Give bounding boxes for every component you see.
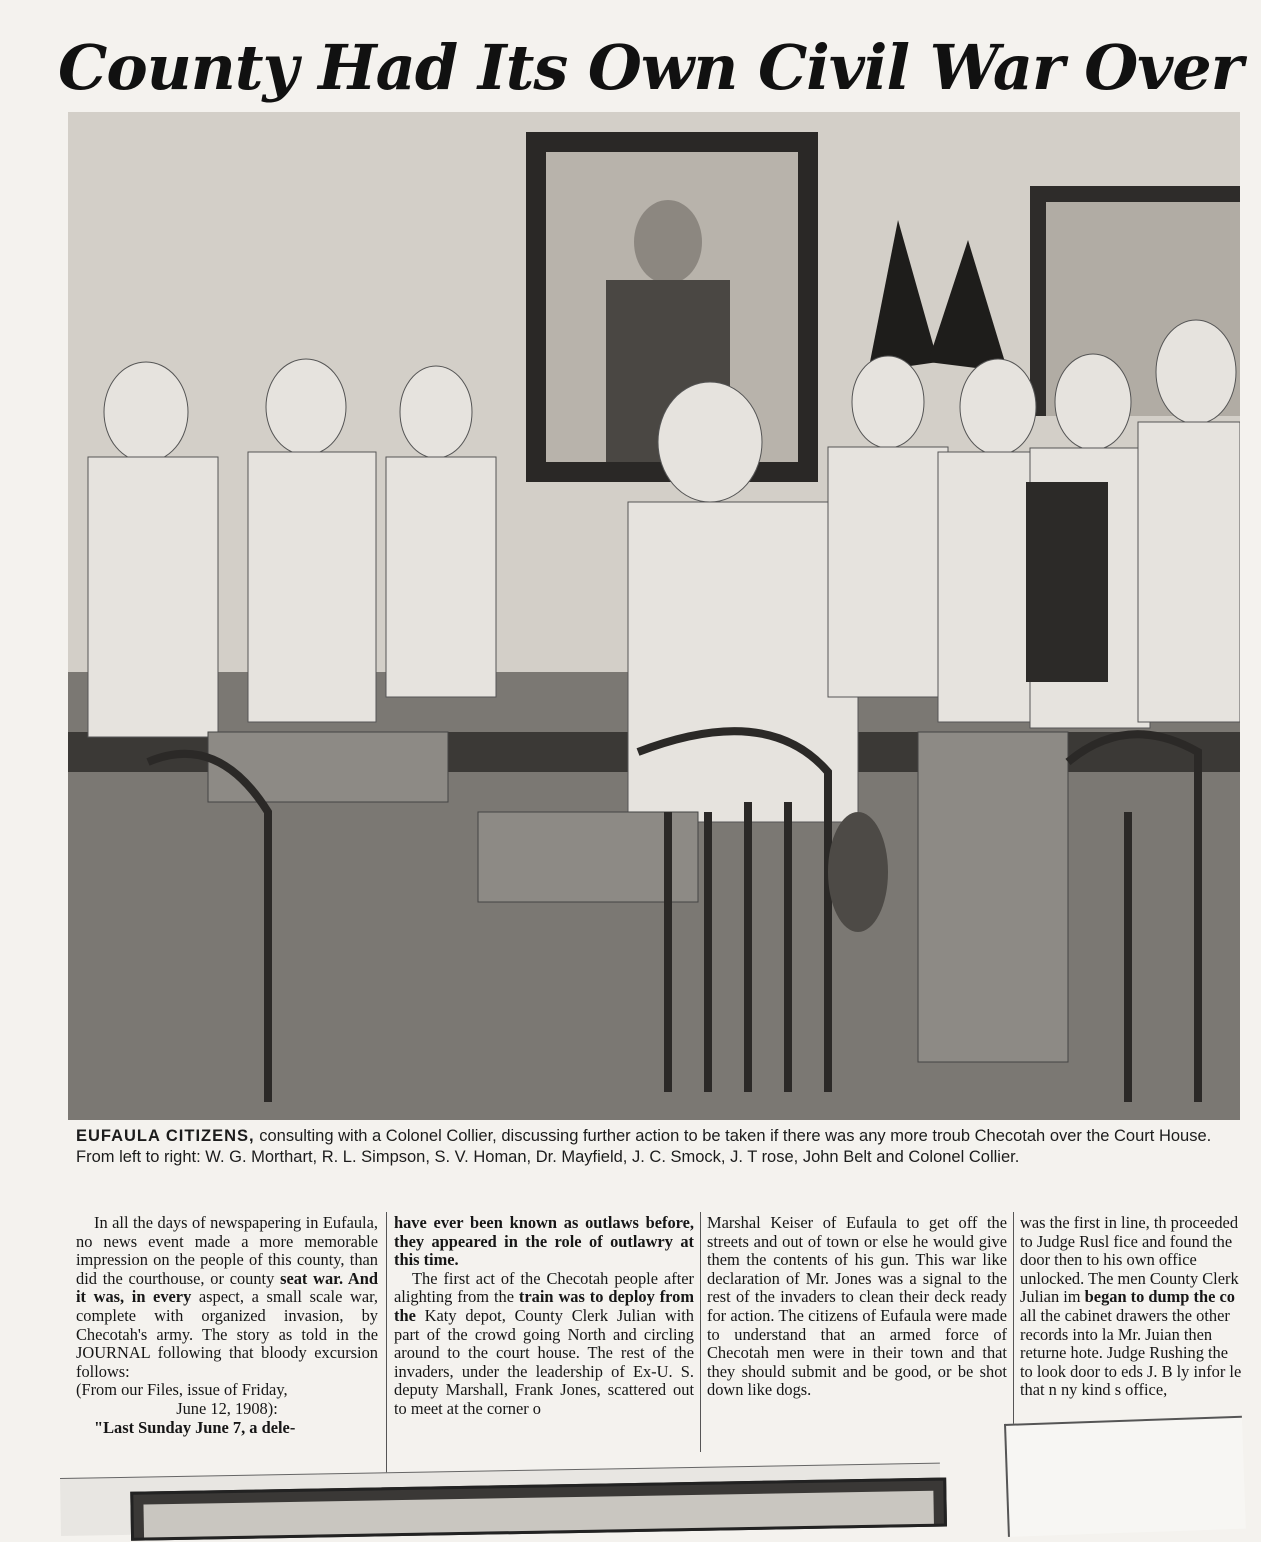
col1-para1: In all the days of newspapering in Eufaula, no news event made a more memorable impression on the people of this county, than did the courthouse, or county (76, 1213, 378, 1288)
article-column-2 (394, 1214, 694, 1419)
overlapping-clipping (1004, 1416, 1246, 1537)
inverted-clipping-text (1066, 1422, 1242, 1428)
col4-para1-bold: began to dump the co (1084, 1287, 1235, 1307)
col4-para1-rest: all the cabinet drawers the other records into la Mr. Juian then returne hote. Judge Rushing the to look door to eds J. B ly infor le that n ny kind s office, (1020, 1305, 1242, 1400)
article-column-1 (76, 1214, 378, 1437)
column-rule (386, 1212, 387, 1482)
col1-para1-rest: aspect, a small scale war, complete with organized invasion, by Checotah's army. The story as told in the JOURNAL following that bloody excursion follows: (76, 1287, 379, 1381)
col1-files-line: (From our Files, issue of Friday, (76, 1380, 288, 1400)
col2-para1: have ever been known as outlaws before, they appeared in the role of outlawry at this time. (394, 1213, 694, 1270)
article-column-3 (707, 1214, 1007, 1400)
headline: County Had Its Own Civil War Over (58, 31, 1243, 104)
group-portrait-photo (68, 112, 1240, 1120)
article-column-4 (1020, 1214, 1242, 1400)
photo-illustration (68, 112, 1240, 1120)
column-rule (700, 1212, 701, 1452)
photo-caption (76, 1126, 1240, 1168)
col2-para2-rest: Katy depot, County Clerk Julian with part of the crowd going North and circling around to the court house. The rest of the invaders, under the leadership of Ex-U. S. deputy Marshall, Frank Jones, scattered out to meet at the corner o (394, 1305, 694, 1418)
col2-para2-bold: train was to deploy from the (394, 1287, 694, 1325)
col2-para2: The first act of the Checotah people after alighting from the (394, 1268, 694, 1307)
col3-para1: Marshal Keiser of Eufaula to get off the streets and out of town or else he would give them the contents of his gun. This war like declaration of Mr. Jones was a signal to the rest of the invaders to clean their deck ready for action. The citizens of Eufaula were made to understand that an armed force of Checotah men were in their town and that they should submit and be good, or be shot down like dogs. (707, 1213, 1007, 1400)
caption-lead: EUFAULA CITIZENS, (76, 1127, 255, 1145)
col1-quote-start: "Last Sunday June 7, a dele- (94, 1417, 296, 1437)
col4-para1: was the first in line, th proceeded to Judge Rusl fice and found the door then to his own office unlocked. The men County Clerk Julian im (1020, 1214, 1239, 1307)
col1-para1-bold: seat war. And it was, in every (76, 1268, 378, 1307)
bottom-clipping-bar (130, 1478, 947, 1541)
bottom-clipping-strip (60, 1463, 941, 1536)
caption-text: consulting with a Colonel Collier, discussing further action to be taken if there was any more troub Checotah over the Court House. From left to right: W. G. Morthart, R. L. Simpson, S. V. Homan, Dr. Mayfield, J. C. Smock, J. T rose, John Belt and Colonel Collier. (76, 1127, 1212, 1166)
col1-date-line: June 12, 1908): (176, 1398, 278, 1418)
column-rule (1013, 1212, 1014, 1428)
